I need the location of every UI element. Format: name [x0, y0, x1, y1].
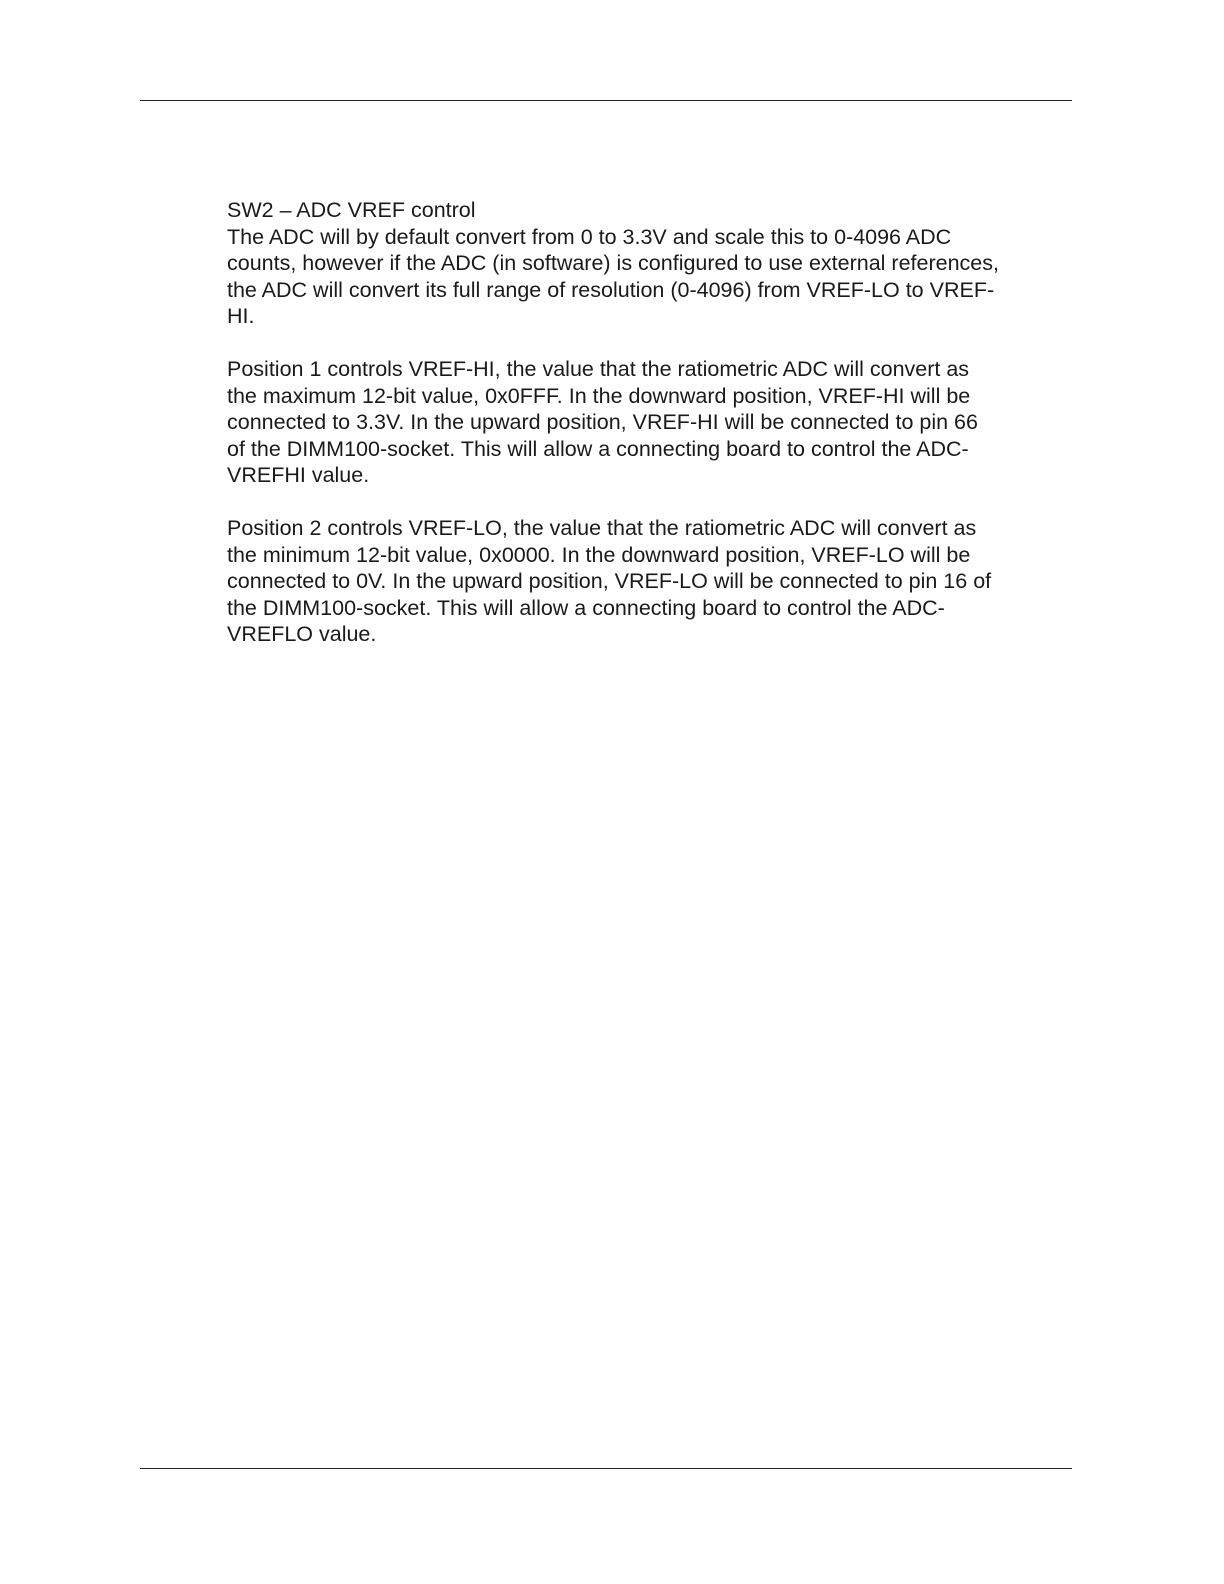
section-heading	[227, 197, 1077, 224]
heading-line: SW2 – ADC VREF control	[227, 198, 476, 222]
paragraph-line: connected to 0V. In the upward position, VREF-LO will be connected to pin 16 of	[227, 569, 992, 593]
paragraph-line: the ADC will convert its full range of resolution (0-4096) from VREF-LO to VREF-	[227, 277, 995, 302]
header-rule	[140, 100, 1072, 101]
paragraph-spacer	[227, 489, 1077, 516]
paragraph-spacer	[227, 330, 1077, 357]
document-body	[227, 197, 1077, 648]
paragraph-line: Position 2 controls VREF-LO, the value that the ratiometric ADC will convert as	[227, 516, 977, 540]
paragraph-line: the DIMM100-socket. This will allow a connecting board to control the ADC-	[227, 595, 945, 620]
paragraph-line: Position 1 controls VREF-HI, the value that the ratiometric ADC will convert as	[227, 357, 970, 381]
paragraph-line: The ADC will by default convert from 0 to 3.3V and scale this to 0-4096 ADC	[227, 224, 952, 249]
paragraph-line: VREFHI value.	[227, 463, 370, 487]
position1-paragraph	[227, 356, 1077, 489]
intro-paragraph	[227, 224, 1077, 330]
paragraph-line: VREFLO value.	[227, 622, 377, 646]
paragraph-line: the minimum 12-bit value, 0x0000. In the downward position, VREF-LO will be	[227, 542, 971, 567]
paragraph-line: HI.	[227, 304, 255, 328]
footer-rule	[140, 1468, 1072, 1469]
paragraph-line: counts, however if the ADC (in software) is configured to use external references,	[227, 251, 999, 275]
paragraph-line: connected to 3.3V. In the upward position, VREF-HI will be connected to pin 66	[227, 410, 978, 434]
paragraph-line: the maximum 12-bit value, 0x0FFF. In the downward position, VREF-HI will be	[227, 383, 971, 408]
paragraph-line: of the DIMM100-socket. This will allow a connecting board to control the ADC-	[227, 436, 969, 461]
position2-paragraph	[227, 515, 1077, 648]
